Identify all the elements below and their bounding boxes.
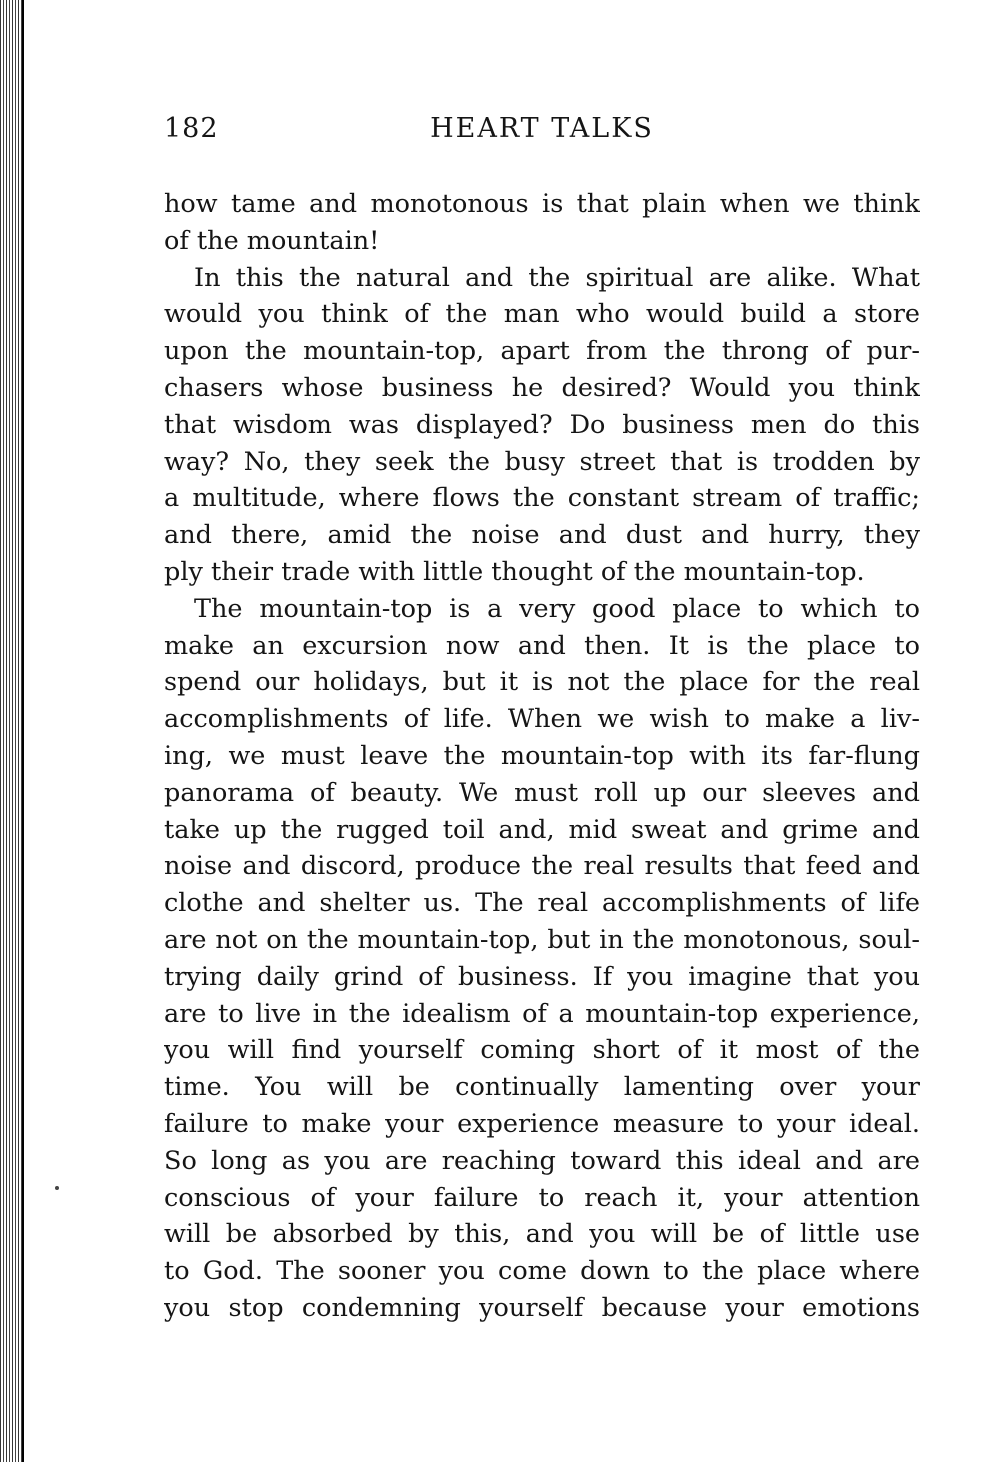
text-line: ply their trade with little thought of the mountain-top. [164, 556, 865, 587]
text-line: that wisdom was displayed? Do business men do this [164, 409, 920, 440]
page-gutter-line [22, 0, 24, 1462]
text-line: of the mountain! [164, 225, 380, 256]
text-line: In this the natural and the spiritual are alike. What [194, 262, 920, 293]
text-line: make an excursion now and then. It is the place to [164, 630, 920, 661]
text-line: The mountain-top is a very good place to which to [194, 593, 920, 624]
text-line: trying daily grind of business. If you imagine that you [164, 961, 920, 992]
text-line: accomplishments of life. When we wish to make a liv- [164, 704, 920, 735]
text-line: you will find yourself coming short of it most of the [164, 1035, 920, 1066]
text-line: ing, we must leave the mountain-top with its far-flung [164, 740, 920, 771]
text-line: chasers whose business he desired? Would you think [164, 372, 920, 403]
text-line: failure to make your experience measure to your ideal. [164, 1108, 920, 1139]
text-line: are to live in the idealism of a mountain-top experience, [164, 998, 920, 1029]
page-header [164, 113, 920, 153]
text-line: way? No, they seek the busy street that is trodden by [164, 446, 920, 477]
text-line: are not on the mountain-top, but in the monotonous, soul- [164, 924, 920, 955]
text-line: to God. The sooner you come down to the place where [164, 1256, 920, 1287]
text-line: a multitude, where flows the constant stream of traffic; [164, 483, 920, 514]
running-head: HEART TALKS [430, 113, 654, 144]
text-line: will be absorbed by this, and you will be of little use [164, 1219, 920, 1250]
book-binding-edge [0, 0, 24, 1462]
text-line: would you think of the man who would build a store [164, 299, 920, 330]
text-line: time. You will be continually lamenting over your [164, 1072, 920, 1103]
text-line: spend our holidays, but it is not the place for the real [164, 667, 920, 698]
text-line: how tame and monotonous is that plain when we think [164, 189, 920, 219]
text-line: and there, amid the noise and dust and hurry, they [164, 520, 920, 551]
page-number: 182 [164, 113, 219, 144]
scan-speck [55, 1186, 59, 1190]
body-text [164, 186, 920, 1327]
text-line: conscious of your failure to reach it, your attention [164, 1182, 920, 1213]
text-line: So long as you are reaching toward this ideal and are [164, 1145, 920, 1176]
text-line: you stop condemning yourself because your emotions [164, 1292, 920, 1323]
text-line: clothe and shelter us. The real accomplishments of life [164, 888, 920, 919]
text-line: upon the mountain-top, apart from the throng of pur- [164, 336, 920, 367]
text-line: take up the rugged toil and, mid sweat and grime and [164, 814, 920, 845]
text-line: panorama of beauty. We must roll up our sleeves and [164, 777, 920, 808]
text-line: noise and discord, produce the real results that feed and [164, 851, 920, 882]
